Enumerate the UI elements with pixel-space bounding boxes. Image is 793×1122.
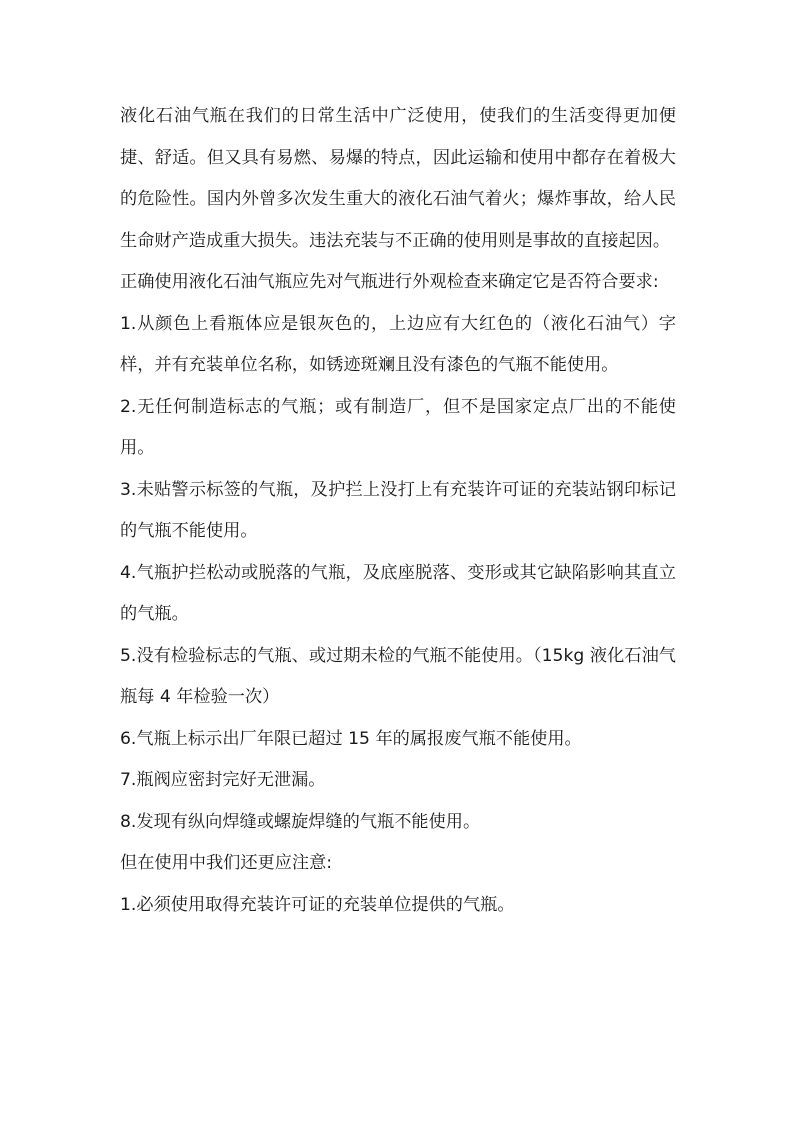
paragraph-item-2: 2.无任何制造标志的气瓶；或有制造厂，但不是国家定点厂出的不能使用。 xyxy=(120,396,676,458)
paragraph-item-7: 7.瓶阀应密封完好无泄漏。 xyxy=(120,770,326,790)
paragraph-item-4: 4.气瓶护拦松动或脱落的气瓶，及底座脱落、变形或其它缺陷影响其直立的气瓶。 xyxy=(120,562,676,624)
paragraph-item-5: 5.没有检验标志的气瓶、或过期未检的气瓶不能使用。（15kg 液化石油气瓶每 4 年检验一次） xyxy=(120,645,676,707)
document-body xyxy=(120,96,676,926)
paragraph-item-8: 8.发现有纵向焊缝或螺旋焊缝的气瓶不能使用。 xyxy=(120,811,481,832)
paragraph-item-1: 1.从颜色上看瓶体应是银灰色的，上边应有大红色的（液化石油气）字样，并有充装单位名称，如锈迹斑斓且没有漆色的气瓶不能使用。 xyxy=(120,313,676,375)
paragraph-inspection-heading: 正确使用液化石油气瓶应先对气瓶进行外观检查来确定它是否符合要求: xyxy=(120,272,659,292)
paragraph-usage-heading: 但在使用中我们还更应注意: xyxy=(120,853,333,873)
paragraph-item-3: 3.未贴警示标签的气瓶，及护拦上没打上有充装许可证的充装站钢印标记的气瓶不能使用。 xyxy=(120,479,676,541)
paragraph-item-6: 6.气瓶上标示出厂年限已超过 15 年的属报废气瓶不能使用。 xyxy=(120,728,582,749)
paragraph-intro: 液化石油气瓶在我们的日常生活中广泛使用，使我们的生活变得更加便捷、舒适。但又具有易燃、易爆的特点，因此运输和使用中都存在着极大的危险性。国内外曾多次发生重大的液化石油气着火；爆炸事故，给人民生命财产造成重大损失。违法充装与不正确的使用则是事故的直接起因。 xyxy=(120,106,676,251)
paragraph-usage-item-1: 1.必须使用取得充装许可证的充装单位提供的气瓶。 xyxy=(120,894,515,915)
